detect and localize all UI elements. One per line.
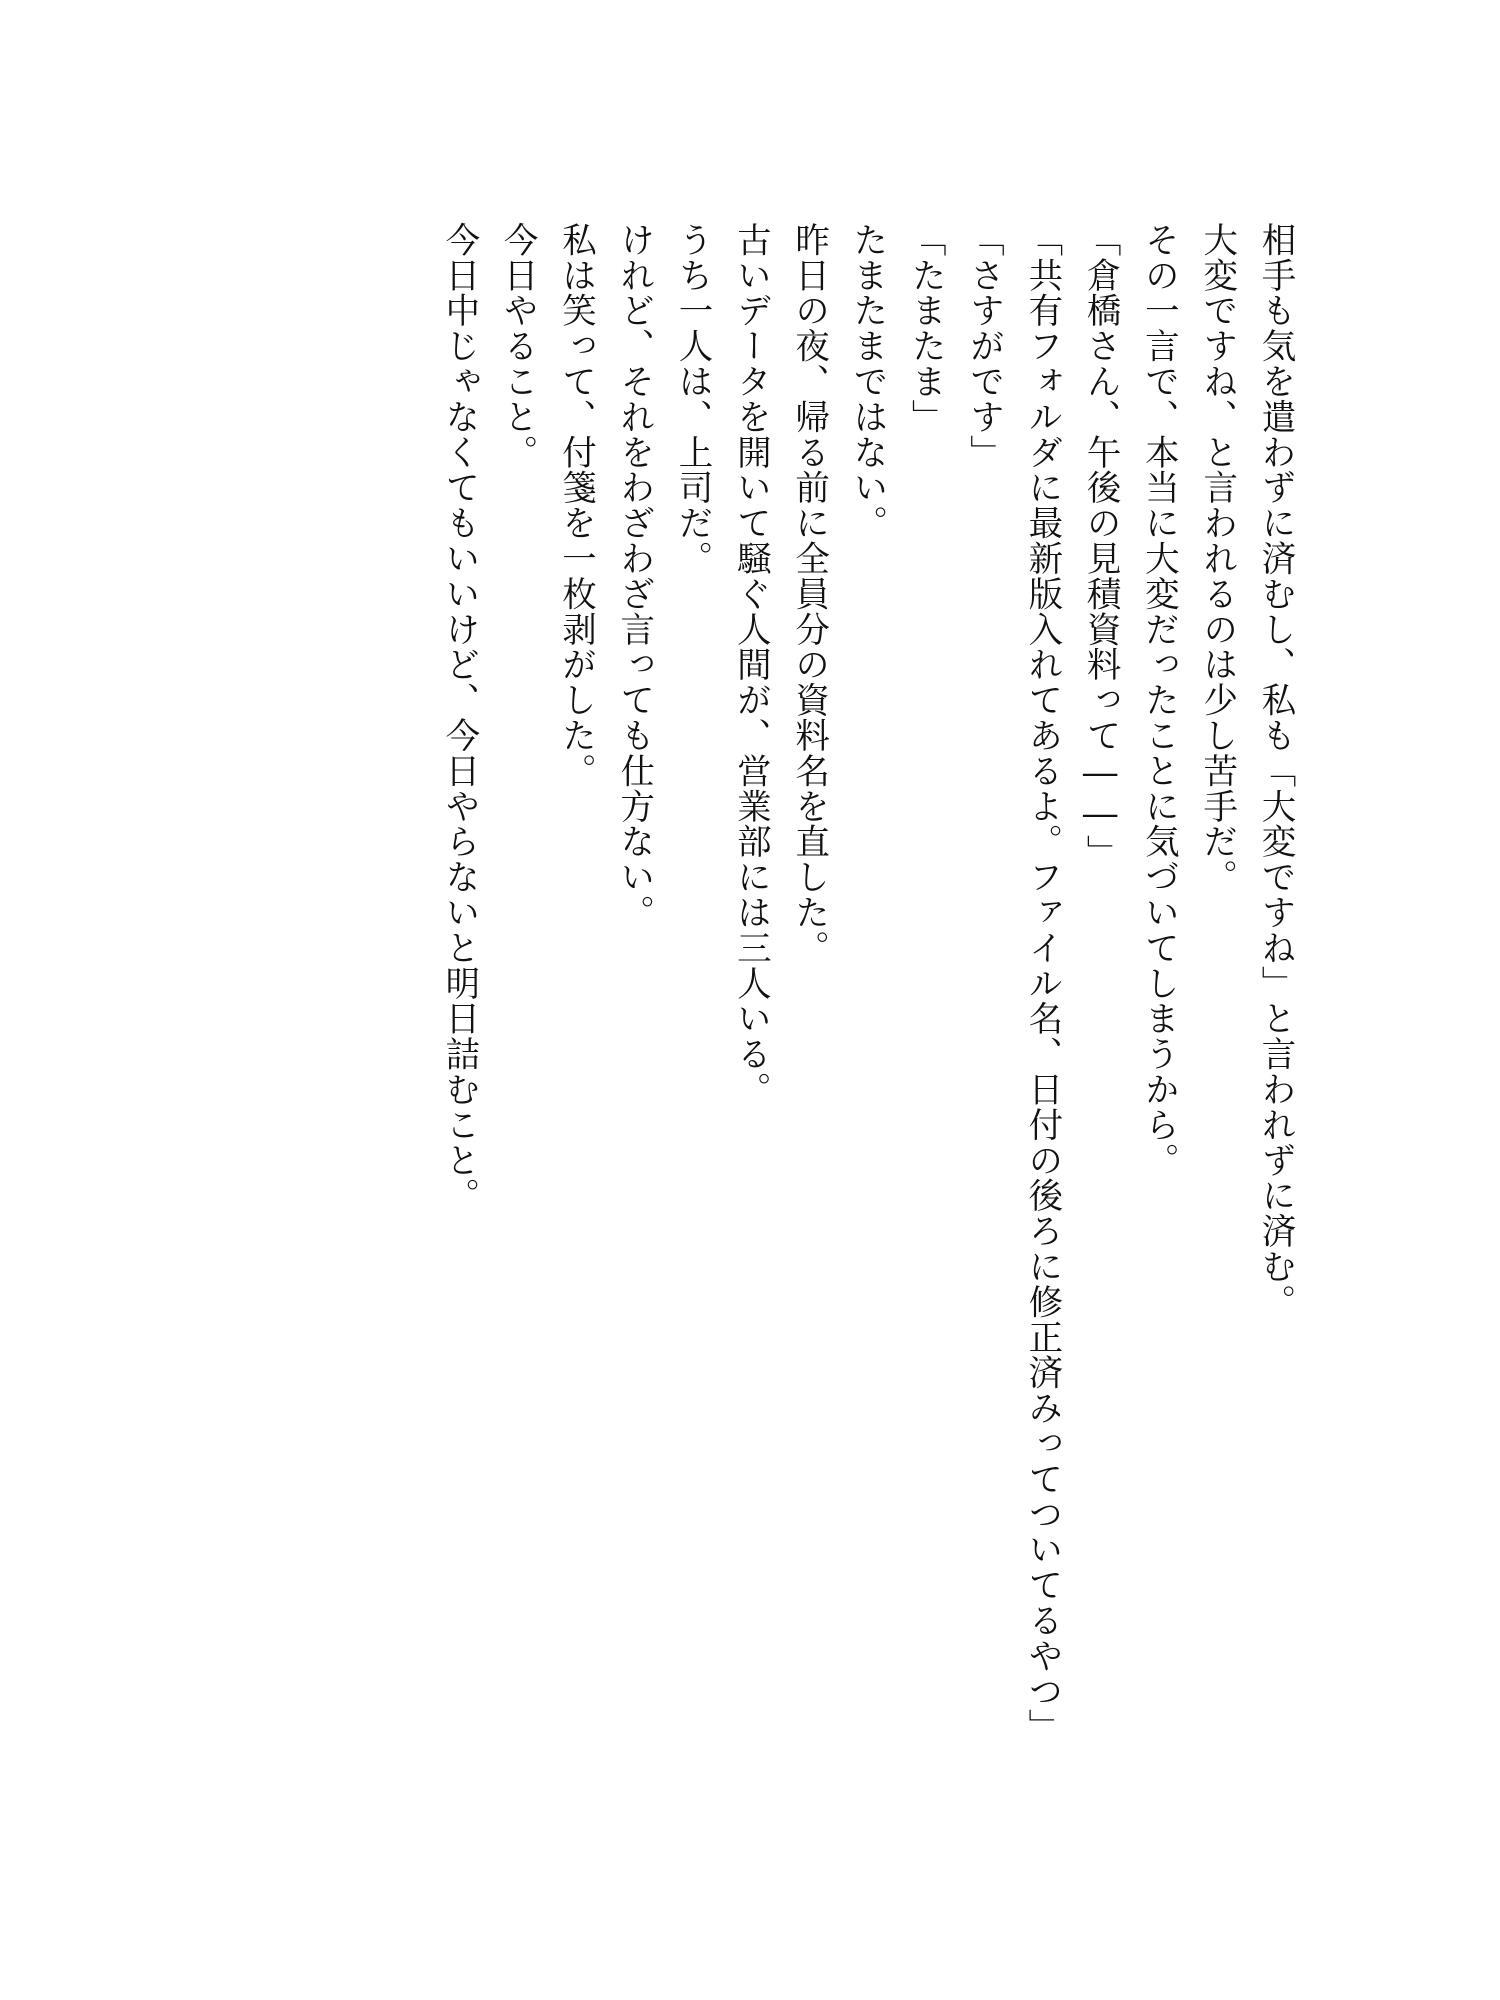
text-line-13: 私は笑って、付箋を一枚剥がした。 <box>555 222 596 789</box>
text-line-11: うち一人は、上司だ。 <box>672 222 713 576</box>
text-line-6: 「さすがです」 <box>963 222 1004 470</box>
text-line-10: 古いデータを開いて騒ぐ人間が、営業部には三人いる。 <box>730 222 771 1107</box>
vertical-text-body <box>430 222 1304 1882</box>
text-line-9: 昨日の夜、帰る前に全員分の資料名を直した。 <box>788 222 829 966</box>
text-line-12: けれど、それをわざわざ言っても仕方ない。 <box>613 222 654 930</box>
text-line-3: その一言で、本当に大変だったことに気づいてしまうから。 <box>1138 222 1179 1178</box>
text-line-2: 大変ですね、と言われるのは少し苦手だ。 <box>1196 222 1237 895</box>
text-line-15: 今日中じゃなくてもいいけど、今日やらないと明日詰むこと。 <box>438 222 479 1214</box>
text-line-5: 「共有フォルダに最新版入れてあるよ。ファイル名、日付の後ろに修正済みってついてるやつ」 <box>1021 222 1062 1745</box>
text-line-1: 相手も気を遣わずに済むし、私も「大変ですね」と言われずに済む。 <box>1255 222 1295 1320</box>
text-line-14: 今日やること。 <box>497 222 538 470</box>
text-line-7: 「たまたま」 <box>905 222 946 435</box>
text-line-4: 「倉橋さん、午後の見積資料って――」 <box>1080 222 1121 871</box>
text-line-8: たまたまではない。 <box>846 222 887 541</box>
